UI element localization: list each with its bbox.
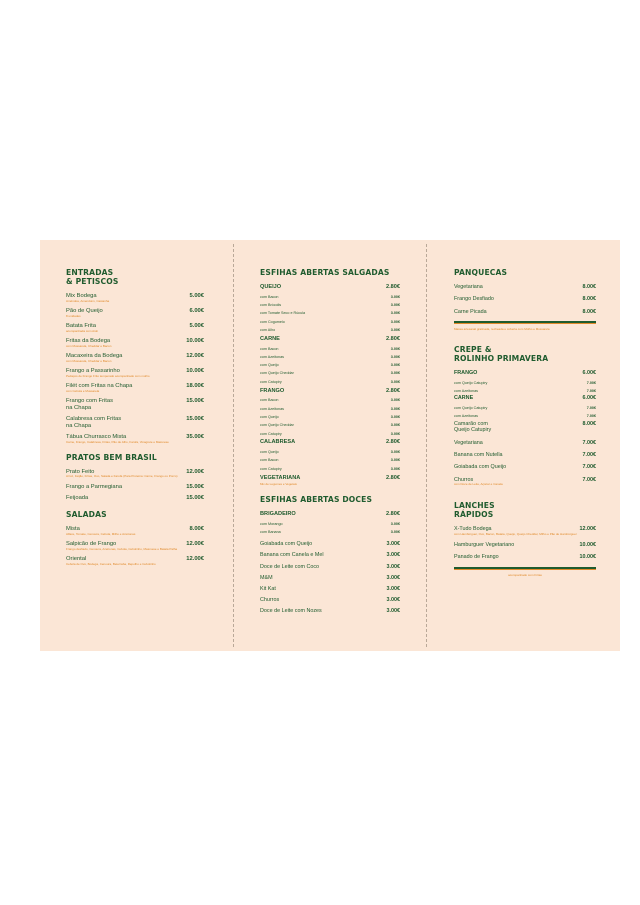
menu-item-price: 3.00€ [386, 552, 400, 559]
menu-item [260, 597, 400, 604]
menu-item-price: 7.00€ [582, 464, 596, 471]
menu-item [260, 541, 400, 548]
menu-item-row [260, 439, 400, 446]
menu-subitem-price: 3.00€ [390, 530, 400, 535]
menu-subitem [260, 528, 400, 536]
column-divider [426, 244, 427, 647]
menu-item-price: 2.80€ [386, 284, 400, 290]
menu-item-price: 10.00€ [579, 541, 596, 548]
menu-item-name: FRANGO [454, 369, 478, 376]
menu-subitem-price: 3.00€ [390, 379, 400, 384]
menu-subitem-name: com Alho [260, 327, 276, 332]
menu-item-name: Hamburguer Vegetariano [454, 541, 515, 548]
menu-subitem [260, 405, 400, 413]
menu-item-group [260, 284, 400, 334]
menu-subitem [260, 448, 400, 456]
menu-item-price: 6.00€ [189, 307, 204, 314]
lanches-note: acompanhado com Fritas [508, 572, 542, 577]
section-rule [454, 567, 596, 570]
menu-item-group [260, 388, 400, 438]
menu-subitem-name: com Catupiry [260, 431, 282, 436]
menu-item-name: Fritas da Bodega [66, 337, 111, 344]
menu-item-group [454, 395, 596, 420]
menu-subitem-name: com Cogumelo [260, 319, 285, 324]
menu-item [454, 526, 596, 536]
menu-item-group [260, 475, 400, 487]
menu-item-price: 18.00€ [186, 382, 204, 389]
menu-item-row [260, 608, 400, 615]
section-heading-pratos: PRATOS BEM BRASIL [66, 452, 157, 462]
menu-item-price: 8.00€ [582, 284, 596, 290]
menu-item-row [454, 452, 596, 459]
section-heading-crepe: CREPE & ROLINHO PRIMAVERA [454, 344, 549, 363]
menu-subitem [454, 412, 596, 420]
menu-subitem-price: 3.00€ [390, 450, 400, 455]
menu-subitem-name: com Banana [260, 530, 281, 535]
menu-item-price: 3.00€ [386, 607, 400, 614]
menu-item-row [260, 475, 400, 482]
menu-item-price: 12.00€ [579, 526, 596, 533]
menu-subitem [454, 404, 596, 412]
menu-item-price: 12.00€ [186, 352, 204, 359]
menu-item-price: 6.00€ [582, 369, 596, 376]
menu-item-price: 10.00€ [186, 337, 204, 344]
menu-subitem-price: 3.00€ [390, 414, 400, 419]
menu-subitem-price: 3.00€ [390, 406, 400, 411]
menu-subitem [260, 301, 400, 309]
menu-item-name: M&M [260, 574, 273, 581]
menu-item [260, 552, 400, 559]
menu-item-row [66, 308, 210, 315]
menu-item-price: 12.00€ [186, 468, 204, 475]
menu-subitem-price: 3.00€ [390, 458, 400, 463]
menu-item-price: 35.00€ [186, 434, 204, 441]
menu-subitem-name: com Queijo Cheddar [260, 371, 294, 376]
menu-item-name: BRIGADEIRO [260, 510, 296, 517]
menu-item-price: 3.00€ [386, 563, 400, 570]
menu-item-row [260, 336, 400, 343]
menu-item [66, 541, 210, 551]
menu-item [260, 586, 400, 593]
menu-item [260, 575, 400, 582]
menu-subitem-price: 7.00€ [586, 406, 596, 411]
menu-subitem-name: com Azeitonas [454, 414, 478, 419]
menu-subitem [260, 430, 400, 438]
menu-subitem [260, 421, 400, 429]
menu-item-price: 7.00€ [582, 439, 596, 446]
menu-item-name: Doce de Leite com Nozes [260, 607, 322, 614]
menu-subitem-price: 3.00€ [390, 363, 400, 368]
menu-item-name: Frango Desfiado [454, 296, 494, 303]
menu-item-description: Frango desfiado, Cenoura, Azeitonas, Cebola, Cebolinho, Maionese e Batata Palha [66, 546, 178, 551]
menu-subitem-price: 7.00€ [586, 380, 596, 385]
menu-item-name: CARNE [260, 335, 280, 342]
menu-item-name: Mista [66, 525, 80, 532]
menu-item [454, 421, 596, 435]
menu-item-price: 2.80€ [386, 335, 400, 342]
menu-column-1 [66, 240, 210, 651]
menu-item [454, 542, 596, 549]
menu-item-name: Macaxeira da Bodega [66, 352, 123, 359]
menu-item-description: Cebola de Ovo, Bodega, Cenoura, Beterraba, Repolho e Cebolinho [66, 561, 156, 566]
menu-item-row [454, 370, 596, 377]
menu-item-name: Goiabada com Queijo [260, 541, 313, 548]
menu-item-row [260, 597, 400, 604]
panquecas-note: Massa artesanal gratinada, recheada e coberta com Molho e Mussarela [454, 326, 550, 331]
menu-item-price: 2.80€ [386, 510, 400, 517]
menu-item [454, 296, 596, 303]
menu-item [454, 554, 596, 561]
menu-subitem [260, 520, 400, 528]
menu-item-price: 2.80€ [386, 439, 400, 446]
menu-item [66, 416, 210, 430]
menu-subitem-price: 3.00€ [390, 319, 400, 324]
menu-item-price: 8.00€ [582, 420, 596, 427]
menu-item-description: Carne, Frango, Calabresa, Fritas, Pão de Alho, Farofa, Vinagrete e Maionese [66, 440, 169, 445]
menu-subitem-price: 3.00€ [390, 521, 400, 526]
menu-item-name: Batata Frita [66, 322, 96, 329]
menu-subitem [260, 361, 400, 369]
menu-item-description: Arroz, Feijão, Fritas, Ovo, Salada e Farofa (Para Proteína: Carne, Frango ou Porco) [66, 474, 178, 479]
menu-item-row [454, 284, 596, 291]
menu-item-row [260, 511, 400, 518]
menu-item-name: VEGETARIANA [260, 474, 301, 481]
menu-subitem-name: com Azeitonas [454, 388, 478, 393]
menu-item-price: 15.00€ [186, 483, 204, 490]
menu-item [66, 323, 210, 333]
menu-item [66, 434, 210, 444]
menu-item-row [454, 296, 596, 303]
menu-item-description: 8 unidades [66, 313, 81, 318]
menu-item-name: X-Tudo Bodega [454, 526, 492, 533]
menu-item-name: Mix Bodega [66, 293, 97, 299]
menu-item [454, 452, 596, 459]
menu-item-name: Goiabada com Queijo [454, 464, 507, 471]
menu-item-name: Vegetariana [454, 439, 483, 446]
menu-subitem [260, 353, 400, 361]
menu-item-price: 2.80€ [386, 387, 400, 394]
menu-item-description: com Doce de Leite, Açúcar e Canela [454, 482, 503, 487]
menu-item-price: 7.00€ [582, 452, 596, 459]
menu-item-row [454, 421, 596, 435]
menu-item [66, 308, 210, 318]
menu-item-price: 3.00€ [386, 585, 400, 592]
menu-subitem-name: com Catupiry [260, 379, 282, 384]
menu-subitem-price: 3.00€ [390, 311, 400, 316]
menu-item-description: com Hambúrguer, Ovo, Bacon, Batata, Queijo, Queijo Cheddar, Milho e Pão de Hambúrguer [454, 531, 577, 536]
menu-item-description: Alface, Tomate, Cenoura, Cebola, Milho e Azeitonas [66, 531, 136, 536]
menu-subitem-name: com Queijo [260, 450, 279, 455]
menu-item-name: CARNE [454, 395, 474, 402]
menu-subitem-price: 3.00€ [390, 354, 400, 359]
menu-subitem [260, 326, 400, 334]
menu-item-row [454, 440, 596, 447]
column-divider [233, 244, 234, 647]
menu-item-description: acompanhada com Aioli [66, 328, 98, 333]
menu-item [66, 368, 210, 378]
menu-item [66, 556, 210, 566]
menu-item-row [454, 542, 596, 549]
menu-subitem [260, 456, 400, 464]
menu-subitem-price: 3.00€ [390, 294, 400, 299]
menu-subitem [260, 345, 400, 353]
menu-item-price: 12.00€ [186, 540, 204, 547]
menu-subitem-name: com Azeitonas [260, 354, 284, 359]
menu-subitem [454, 379, 596, 387]
menu-subitem-price: 3.00€ [390, 327, 400, 332]
menu-item [454, 284, 596, 291]
menu-item-price: 15.00€ [186, 416, 204, 423]
panquecas-list [454, 284, 596, 315]
menu-item [454, 440, 596, 447]
menu-item-row [260, 388, 400, 395]
menu-subitem [454, 387, 596, 395]
menu-item [66, 398, 210, 412]
menu-item-name: CALABRESA [260, 439, 296, 446]
menu-item-name: QUEIJO [260, 284, 282, 290]
menu-subitem-price: 3.00€ [390, 303, 400, 308]
menu-item [66, 353, 210, 363]
crepe-list [454, 370, 596, 487]
menu-item [66, 338, 210, 348]
section-rule [454, 321, 596, 324]
menu-item-group [260, 439, 400, 473]
menu-item-price: 15.00€ [186, 495, 204, 502]
menu-item-price: 5.00€ [189, 293, 204, 299]
menu-subitem-name: com Queijo Cheddar [260, 423, 294, 428]
menu-item-name: Banana com Nutella [454, 452, 503, 459]
menu-item-name: Kit Kat [260, 585, 276, 592]
menu-item-description: Mix de Legumes e Vegetais [260, 482, 297, 487]
menu-item-price: 3.00€ [386, 574, 400, 581]
menu-subitem-name: com Brócolis [260, 303, 282, 308]
menu-subitem-price: 7.00€ [586, 414, 596, 419]
menu-item-price: 5.00€ [189, 322, 204, 329]
menu-item-row [260, 564, 400, 571]
menu-item-name: Tábua Churrasco Mista [66, 434, 127, 441]
menu-subitem [260, 318, 400, 326]
menu-subitem-price: 3.00€ [390, 398, 400, 403]
menu-item [260, 564, 400, 571]
menu-item-row [66, 484, 210, 491]
salgadas-list [260, 284, 400, 487]
section-heading-esfihas-doces: ESFIHAS ABERTAS DOCES [260, 494, 373, 504]
menu-item-name: Pão de Queijo [66, 307, 103, 314]
menu-item-name: Prato Feito [66, 468, 95, 475]
menu-item [454, 309, 596, 316]
menu-item [260, 608, 400, 615]
menu-item-name: Oriental [66, 555, 87, 562]
menu-item-description: Pedaços de Frango Frito temperado acompanhado com molho [66, 373, 150, 378]
menu-item-row [66, 398, 210, 412]
menu-item [66, 293, 210, 303]
menu-subitem [260, 293, 400, 301]
menu-item-row [260, 586, 400, 593]
menu-item-name: FRANGO [260, 387, 285, 394]
menu-subitem [260, 309, 400, 317]
menu-subitem-price: 3.00€ [390, 346, 400, 351]
menu-column-2 [260, 240, 400, 651]
menu-item-name: Feijoada [66, 495, 89, 502]
menu-item [66, 469, 210, 479]
menu-subitem-name: com Queijo Catupiry [454, 406, 488, 411]
menu-item-name: Salpicão de Frango [66, 540, 117, 547]
menu-item [66, 484, 210, 491]
menu-item-price: 8.00€ [582, 308, 596, 315]
entradas-list [66, 293, 210, 445]
section-heading-esfihas-salgadas: ESFIHAS ABERTAS SALGADAS [260, 268, 390, 277]
section-heading-entradas: ENTRADAS & PETISCOS [66, 268, 119, 286]
section-heading-saladas: SALADAS [66, 509, 107, 519]
menu-item-price: 8.00€ [582, 296, 596, 303]
menu-item-row [454, 464, 596, 471]
menu-item-name: Churros [454, 476, 474, 483]
menu-item-name: Frango a Parmegiana [66, 483, 123, 490]
menu-item-row [260, 284, 400, 291]
menu-subitem [260, 465, 400, 473]
menu-subitem-name: com Catupiry [260, 466, 282, 471]
menu-item-name: Frango a Passarinho [66, 367, 120, 374]
menu-item-price: 10.00€ [579, 554, 596, 561]
menu-item-price: 12.00€ [186, 555, 204, 562]
menu-item-row [260, 575, 400, 582]
menu-item [66, 495, 210, 502]
menu-subitem-price: 3.00€ [390, 431, 400, 436]
pratos-list [66, 469, 210, 502]
saladas-list [66, 526, 210, 566]
lanches-list [454, 526, 596, 561]
menu-subitem-name: com Tomate Seco e Rúcula [260, 311, 306, 316]
menu-subitem [260, 396, 400, 404]
menu-item-description: com Cebola e Mussarela [66, 388, 100, 393]
menu-subitem [260, 378, 400, 386]
menu-item-description: com Mussarela, Cheddar e Bacon [66, 343, 112, 348]
menu-item [66, 383, 210, 393]
menu-item-name: Churros [260, 596, 280, 603]
menu-subitem-name: com Queijo [260, 414, 279, 419]
section-heading-panquecas: PANQUECAS [454, 268, 508, 277]
menu-subitem [260, 369, 400, 377]
menu-item-row [454, 395, 596, 402]
menu-item [454, 477, 596, 487]
menu-item-name: Doce de Leite com Coco [260, 563, 320, 570]
menu-item-name: Panado de Frango [454, 554, 499, 561]
menu-item-group [260, 511, 400, 536]
menu-subitem-name: com Bacon [260, 458, 279, 463]
menu-item-name: Camarão com Queijo Catupiry [454, 420, 492, 434]
menu-item-name: Vegetariana [454, 284, 483, 290]
menu-item-row [66, 416, 210, 430]
menu-item-row [454, 554, 596, 561]
section-heading-lanches: LANCHES RÁPIDOS [454, 501, 495, 520]
menu-subitem [260, 413, 400, 421]
menu-item-name: Carne Picada [454, 308, 487, 315]
menu-subitem-name: com Queijo Catupiry [454, 380, 488, 385]
menu-subitem-price: 3.00€ [390, 466, 400, 471]
menu-item-name: Calabresa com Fritas na Chapa [66, 416, 122, 429]
menu-item-description: com Mussarela, Cheddar e Bacon [66, 358, 112, 363]
menu-item-group [260, 336, 400, 386]
menu-sheet [40, 240, 620, 651]
menu-item-price: 15.00€ [186, 397, 204, 404]
menu-item-price: 3.00€ [386, 541, 400, 548]
menu-subitem-price: 3.00€ [390, 371, 400, 376]
menu-item-price: 7.00€ [582, 476, 596, 483]
menu-item-group [454, 370, 596, 395]
menu-item-price: 6.00€ [582, 395, 596, 402]
doces-list [260, 511, 400, 615]
menu-item-price: 3.00€ [386, 596, 400, 603]
menu-item-row [260, 552, 400, 559]
menu-column-3 [454, 240, 596, 651]
menu-subitem-price: 3.00€ [390, 423, 400, 428]
menu-item-price: 2.80€ [386, 474, 400, 481]
menu-item-price: 10.00€ [186, 367, 204, 374]
menu-item-name: Filét com Fritas na Chapa [66, 382, 133, 389]
menu-subitem-name: com Queijo [260, 363, 279, 368]
menu-item-row [260, 541, 400, 548]
menu-subitem-name: com Bacon [260, 294, 279, 299]
menu-subitem-name: com Bacon [260, 398, 279, 403]
menu-item-name: Banana com Canela e Mel [260, 552, 324, 559]
menu-subitem-name: com Azeitonas [260, 406, 284, 411]
menu-item-name: Frango com Fritas na Chapa [66, 397, 114, 411]
menu-subitem-name: com Bacon [260, 346, 279, 351]
menu-subitem-name: com Morango [260, 521, 283, 526]
menu-item-description: Amêndoa, Amendoim, Castanha [66, 298, 110, 303]
menu-item-row [66, 495, 210, 502]
menu-item-price: 8.00€ [189, 525, 204, 532]
menu-item [66, 526, 210, 536]
menu-item-row [454, 309, 596, 316]
menu-subitem-price: 7.00€ [586, 388, 596, 393]
menu-item [454, 464, 596, 471]
